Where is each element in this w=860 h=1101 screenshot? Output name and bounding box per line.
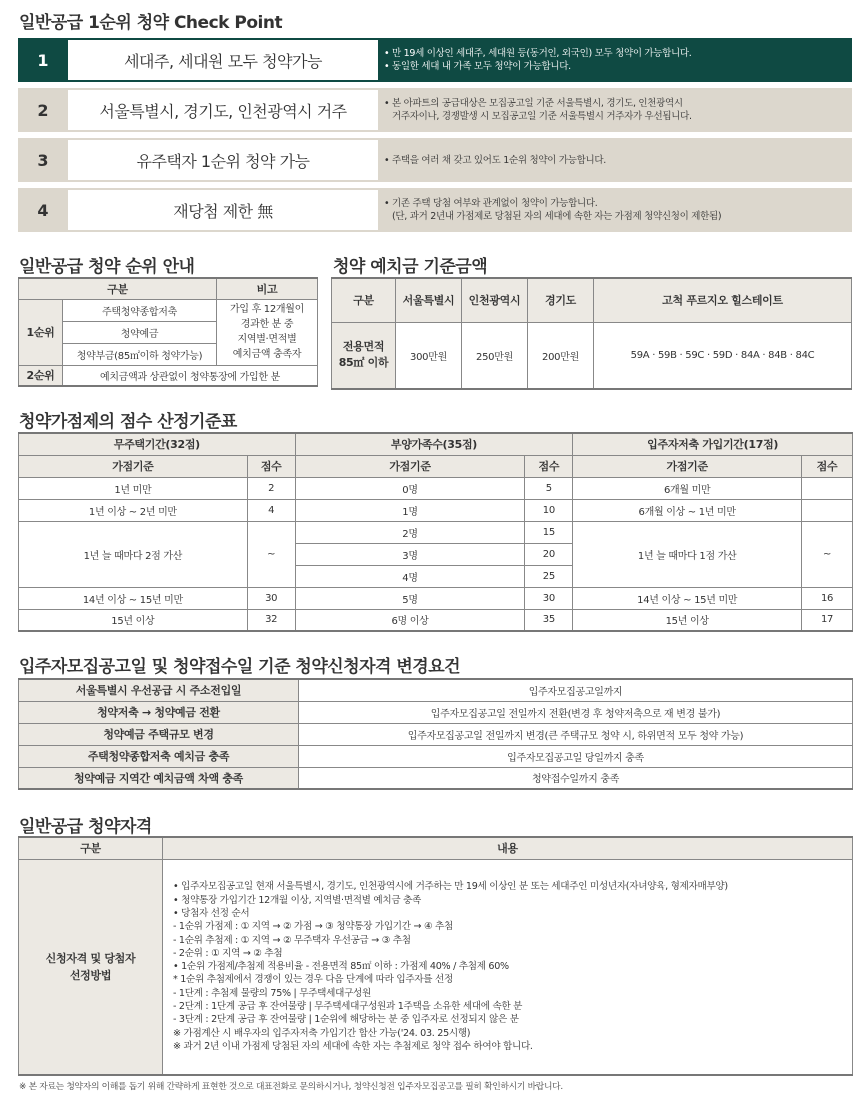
group-savings: 입주자저축 가입기간(17점) <box>573 433 853 455</box>
checkpoint-heading: 서울특별시, 경기도, 인천광역시 거주 <box>68 90 378 130</box>
disclaimer-footer: ※ 본 자료는 청약자의 이해를 돕기 위해 간략하게 표현한 것으로 대표전화로 문의하시거나, 청약신청전 입주자모집공고를 필히 확인하시기 바랍니다. <box>19 1082 563 1092</box>
content-line: * 1순위 추첨제에서 경쟁이 있는 경우 다음 단계에 따라 입주자를 선정 <box>173 974 453 986</box>
table-row <box>19 723 853 745</box>
subheader-criteria: 가점기준 <box>573 455 802 477</box>
deposit-table <box>331 277 852 390</box>
checkpoint-description <box>378 38 852 82</box>
cell: 15년 이상 <box>19 609 248 631</box>
cell: 16 <box>802 587 853 609</box>
description-line: • 본 아파트의 공급대상은 모집공고일 기준 서울특별시, 경기도, 인천광역시 <box>384 98 683 109</box>
content-line: ※ 가점계산 시 배우자의 입주자저축 가입기간 합산 가능('24. 03. 25시행) <box>173 1027 471 1039</box>
table-row <box>19 701 853 723</box>
note-line: 예치금액 충족자 <box>232 349 302 360</box>
row-label: 주택청약종합저축 예치금 충족 <box>19 745 299 767</box>
row-label-line: 85㎡ 이하 <box>338 356 389 370</box>
checkpoint-number: 1 <box>37 50 49 70</box>
cell: 6개월 미만 <box>573 477 802 499</box>
checkpoint-description <box>378 188 852 232</box>
header-incheon: 인천광역시 <box>462 278 528 322</box>
row-label-line: 신청자격 및 당첨자 <box>45 951 136 965</box>
content-line: - 2순위 : ① 지역 → ② 추첨 <box>173 947 283 959</box>
rank2-note: 예치금액과 상관없이 청약통장에 가입한 분 <box>63 365 318 386</box>
rank1-label: 1순위 <box>19 299 63 365</box>
table-row <box>19 477 853 499</box>
row-value: 청약접수일까지 충족 <box>299 767 853 789</box>
qualification-title: 일반공급 청약자격 <box>19 817 152 837</box>
table-row <box>19 679 853 701</box>
cell: 14년 이상 ~ 15년 미만 <box>573 587 802 609</box>
score-table-title: 청약가점제의 점수 산정기준표 <box>19 412 237 432</box>
header-category: 구분 <box>332 278 396 322</box>
row-label: 청약저축 → 청약예금 전환 <box>19 701 299 723</box>
checkpoint-number: 4 <box>37 200 49 220</box>
cell: 30 <box>525 587 573 609</box>
row-label <box>19 859 163 1075</box>
row-value: 입주자모집공고일 전일까지 변경(큰 주택규모 청약 시, 하위면적 모두 청약 가능) <box>299 723 853 745</box>
checkpoint-number: 3 <box>37 150 49 170</box>
cell: 1년 미만 <box>19 477 248 499</box>
checkpoint-item-4 <box>18 188 852 232</box>
rank-guide-table <box>18 277 318 387</box>
table-row <box>19 521 853 543</box>
cell: 1년 늘 때마다 2점 가산 <box>19 521 248 587</box>
description-line: • 주택을 여러 채 갖고 있어도 1순위 청약이 가능합니다. <box>384 154 606 166</box>
header-content: 내용 <box>163 837 853 859</box>
cell: 17 <box>802 609 853 631</box>
group-dependents: 부양가족수(35점) <box>295 433 573 455</box>
header-gyeonggi: 경기도 <box>528 278 594 322</box>
subheader-score: 점수 <box>525 455 573 477</box>
checkpoint-description <box>378 138 852 182</box>
rank1-item: 주택청약종합저축 <box>63 299 217 321</box>
cell: 6개월 이상 ~ 1년 미만 <box>573 499 802 521</box>
table-row <box>19 587 853 609</box>
qualification-table <box>18 836 853 1076</box>
cell: 4명 <box>295 565 525 587</box>
content-line: • 입주자모집공고일 현재 서울특별시, 경기도, 인천광역시에 거주하는 만 19세 이상인 분 또는 세대주인 미성년자(자녀양육, 형제자매부양) <box>173 881 728 893</box>
cell: 20 <box>525 543 573 565</box>
header-category: 구분 <box>19 837 163 859</box>
rank1-item: 청약예금 <box>63 321 217 343</box>
table-row <box>19 745 853 767</box>
deposit-gyeonggi: 200만원 <box>528 322 594 389</box>
header-category: 구분 <box>19 278 217 299</box>
row-label: 청약예금 주택규모 변경 <box>19 723 299 745</box>
cell: 1년 늘 때마다 1점 가산 <box>573 521 802 587</box>
checkpoint-item-1 <box>18 38 852 82</box>
change-req-table <box>18 678 853 790</box>
row-label <box>332 322 396 389</box>
cell: 2명 <box>295 521 525 543</box>
cell: 35 <box>525 609 573 631</box>
group-no-house: 무주택기간(32점) <box>19 433 296 455</box>
subheader-criteria: 가점기준 <box>295 455 525 477</box>
description-line: (단, 과거 2년내 가점제로 당첨된 자의 세대에 속한 자는 가점제 청약신청이 제한됨) <box>392 211 722 222</box>
checkpoint-heading: 세대주, 세대원 모두 청약가능 <box>68 40 378 80</box>
row-label: 서울특별시 우선공급 시 주소전입일 <box>19 679 299 701</box>
description-line: • 기존 주택 당첨 여부와 관계없이 청약이 가능합니다. <box>384 198 598 209</box>
row-label: 청약예금 지역간 예치금액 차액 충족 <box>19 767 299 789</box>
subheader-score: 점수 <box>802 455 853 477</box>
qualification-content <box>163 859 853 1075</box>
table-row <box>19 609 853 631</box>
description-line: • 동일한 세대 내 가족 모두 청약이 가능합니다. <box>384 61 571 72</box>
checkpoint-heading: 유주택자 1순위 청약 가능 <box>68 140 378 180</box>
cell: 10 <box>525 499 573 521</box>
note-line: 지역별·면적별 <box>237 334 297 345</box>
content-line: - 1단계 : 추첨제 물량의 75% | 무주택세대구성원 <box>173 987 371 999</box>
cell: 2 <box>247 477 295 499</box>
content-line: • 1순위 가점제/추첨제 적용비율 - 전용면적 85㎡ 이하 : 가점제 40% / 추첨제 60% <box>173 961 509 973</box>
subheader-score: 점수 <box>247 455 295 477</box>
cell: 15년 이상 <box>573 609 802 631</box>
cell: 6명 이상 <box>295 609 525 631</box>
checkpoint-heading: 재당첨 제한 無 <box>68 190 378 230</box>
content-line: • 청약통장 가입기간 12개월 이상, 지역별·면적별 예치금 충족 <box>173 894 421 906</box>
cell: 1명 <box>295 499 525 521</box>
row-value: 입주자모집공고일 전일까지 전환(변경 후 청약저축으로 재 변경 불가) <box>299 701 853 723</box>
row-label-line: 전용면적 <box>342 340 385 354</box>
checkpoint-description <box>378 88 852 132</box>
rank-guide-title: 일반공급 청약 순위 안내 <box>19 257 195 277</box>
cell: 5 <box>525 477 573 499</box>
deposit-incheon: 250만원 <box>462 322 528 389</box>
table-row <box>19 767 853 789</box>
deposit-title: 청약 예치금 기준금액 <box>333 257 488 277</box>
row-value: 입주자모집공고일까지 <box>299 679 853 701</box>
rank2-label: 2순위 <box>19 365 63 386</box>
table-row <box>19 499 853 521</box>
description-line: 거주자이나, 경쟁발생 시 모집공고일 기준 서울특별시 거주자가 우선됩니다. <box>392 111 692 122</box>
cell: 30 <box>247 587 295 609</box>
deposit-seoul: 300만원 <box>396 322 462 389</box>
cell: 4 <box>247 499 295 521</box>
header-note: 비고 <box>217 278 318 299</box>
cell: 25 <box>525 565 573 587</box>
checkpoint-item-3 <box>18 138 852 182</box>
rank1-item: 청약부금(85㎡이하 청약가능) <box>63 343 217 365</box>
row-label-line: 선정방법 <box>69 968 112 982</box>
checkpoint-number: 2 <box>37 100 49 120</box>
subheader-criteria: 가점기준 <box>19 455 248 477</box>
cell: 32 <box>247 609 295 631</box>
header-complex: 고척 푸르지오 힐스테이트 <box>594 278 852 322</box>
content-line: • 당첨자 선정 순서 <box>173 907 250 919</box>
checkpoint-item-2 <box>18 88 852 132</box>
content-line: - 1순위 추첨제 : ① 지역 → ② 무주택자 우선공급 → ③ 추첨 <box>173 934 411 946</box>
content-line: - 1순위 가점제 : ① 지역 → ② 가점 → ③ 청약통장 가입기간 → ④ 추첨 <box>173 921 453 933</box>
row-value: 입주자모집공고일 당일까지 충족 <box>299 745 853 767</box>
description-line: • 만 19세 이상인 세대주, 세대원 등(동거인, 외국인) 모두 청약이 가능합니다. <box>384 48 692 59</box>
cell: 0명 <box>295 477 525 499</box>
cell: ~ <box>802 521 853 587</box>
change-req-title: 입주자모집공고일 및 청약접수일 기준 청약신청자격 변경요건 <box>19 657 461 677</box>
score-table <box>18 432 853 632</box>
deposit-unit-types: 59A · 59B · 59C · 59D · 84A · 84B · 84C <box>594 322 852 389</box>
cell <box>802 499 853 521</box>
note-line: 가입 후 12개월이 <box>229 304 305 315</box>
checkpoint-title: 일반공급 1순위 청약 Check Point <box>19 13 283 33</box>
cell: 15 <box>525 521 573 543</box>
content-line: - 3단계 : 2단계 공급 후 잔여물량 | 1순위에 해당하는 분 중 입주자로 선정되지 않은 분 <box>173 1014 519 1026</box>
cell: 14년 이상 ~ 15년 미만 <box>19 587 248 609</box>
cell: 3명 <box>295 543 525 565</box>
cell: ~ <box>247 521 295 587</box>
header-seoul: 서울특별시 <box>396 278 462 322</box>
cell <box>802 477 853 499</box>
content-line: - 2단계 : 1단계 공급 후 잔여물량 | 무주택세대구성원과 1주택을 소유한 세대에 속한 분 <box>173 1000 523 1012</box>
cell: 5명 <box>295 587 525 609</box>
cell: 1년 이상 ~ 2년 미만 <box>19 499 248 521</box>
rank1-note <box>217 299 318 365</box>
content-line: ※ 과거 2년 이내 가점제 당첨된 자의 세대에 속한 자는 추첨제로 청약 접수 하여야 합니다. <box>173 1040 533 1052</box>
note-line: 경과한 분 중 <box>240 319 294 330</box>
